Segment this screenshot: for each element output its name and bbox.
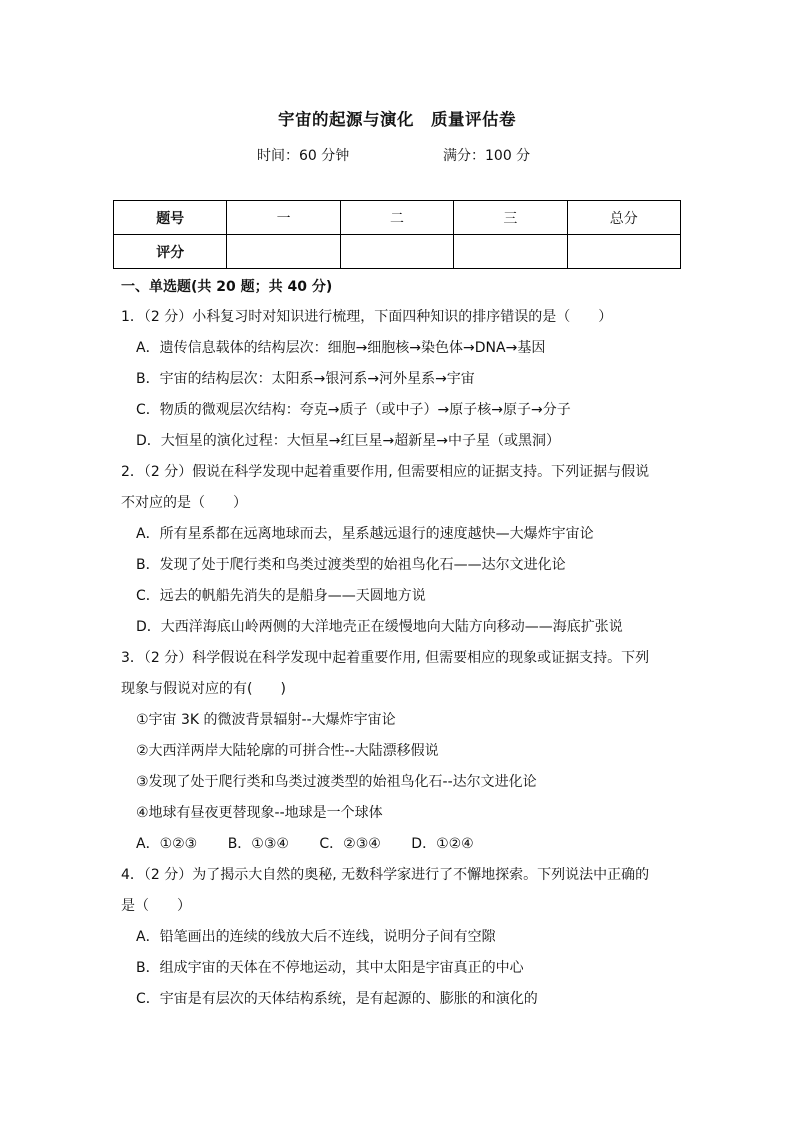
score-cell-part2 (340, 235, 453, 269)
exam-content (121, 276, 681, 1015)
header-cell-part2: 二 (340, 201, 453, 235)
choice-d: D．①②④ (411, 836, 474, 852)
question-option: C．宇宙是有层次的天体结构系统，是有起源的、膨胀的和演化的 (136, 991, 538, 1007)
score-cell-part1 (227, 235, 340, 269)
question-1 (121, 302, 681, 457)
score-table (113, 200, 681, 269)
header-cell-part3: 三 (454, 201, 567, 235)
question-statement: ③发现了处于爬行类和鸟类过渡类型的始祖鸟化石--达尔文进化论 (136, 774, 537, 790)
header-cell-part1: 一 (227, 201, 340, 235)
question-stem-line: 现象与假说对应的有( ) (121, 681, 286, 697)
full-score: 满分：100 分 (443, 148, 531, 164)
question-option: C．远去的帆船先消失的是船身——天圆地方说 (136, 588, 426, 604)
question-4 (121, 860, 681, 1015)
question-3 (121, 643, 681, 860)
score-cell-total (567, 235, 680, 269)
question-statement: ①宇宙 3K 的微波背景辐射--大爆炸宇宙论 (136, 712, 396, 728)
choice-c: C．②③④ (319, 836, 381, 852)
question-option: D．大恒星的演化过程：大恒星→红巨星→超新星→中子星（或黑洞） (136, 433, 560, 449)
header-cell-label: 题号 (114, 201, 227, 235)
question-stem-line: 1．（2 分）小科复习时对知识进行梳理，下面四种知识的排序错误的是（ ） (121, 309, 613, 325)
question-statement: ②大西洋两岸大陆轮廓的可拼合性--大陆漂移假说 (136, 743, 439, 759)
question-option: C．物质的微观层次结构：夸克→质子（或中子）→原子核→原子→分子 (136, 402, 571, 418)
score-row-label: 评分 (114, 235, 227, 269)
choice-b: B．①③④ (227, 836, 289, 852)
choice-a: A．①②③ (136, 836, 198, 852)
section-title: 一、单选题(共 20 题；共 40 分) (121, 279, 333, 295)
question-choices (121, 829, 681, 860)
question-stem-line: 不对应的是（ ） (121, 495, 247, 511)
question-option: B．宇宙的结构层次：太阳系→银河系→河外星系→宇宙 (136, 371, 475, 387)
score-table-header-row (114, 201, 681, 235)
question-stem-line: 4．（2 分）为了揭示大自然的奥秘, 无数科学家进行了不懈地探索。下列说法中正确的 (121, 867, 650, 883)
header-cell-total: 总分 (567, 201, 680, 235)
question-stem-line: 3．（2 分）科学假说在科学发现中起着重要作用, 但需要相应的现象或证据支持。下列 (121, 650, 650, 666)
question-option: A．铅笔画出的连续的线放大后不连线，说明分子间有空隙 (136, 929, 496, 945)
time-limit: 时间：60 分钟 (257, 148, 350, 164)
question-stem-line: 是（ ） (121, 898, 191, 914)
score-cell-part3 (454, 235, 567, 269)
question-option: B．发现了处于爬行类和鸟类过渡类型的始祖鸟化石——达尔文进化论 (136, 557, 566, 573)
question-option: D．大西洋海底山岭两侧的大洋地壳正在缓慢地向大陆方向移动——海底扩张说 (136, 619, 623, 635)
exam-title: 宇宙的起源与演化 质量评估卷 (278, 110, 516, 129)
question-2 (121, 457, 681, 643)
question-option: A．所有星系都在远离地球而去，星系越远退行的速度越快—大爆炸宇宙论 (136, 526, 594, 542)
question-option: A．遗传信息载体的结构层次：细胞→细胞核→染色体→DNA→基因 (136, 340, 546, 356)
score-table-score-row (114, 235, 681, 269)
question-stem-line: 2．（2 分）假说在科学发现中起着重要作用, 但需要相应的证据支持。下列证据与假说 (121, 464, 650, 480)
question-statement: ④地球有昼夜更替现象--地球是一个球体 (136, 805, 383, 821)
question-option: B．组成宇宙的天体在不停地运动，其中太阳是宇宙真正的中心 (136, 960, 524, 976)
